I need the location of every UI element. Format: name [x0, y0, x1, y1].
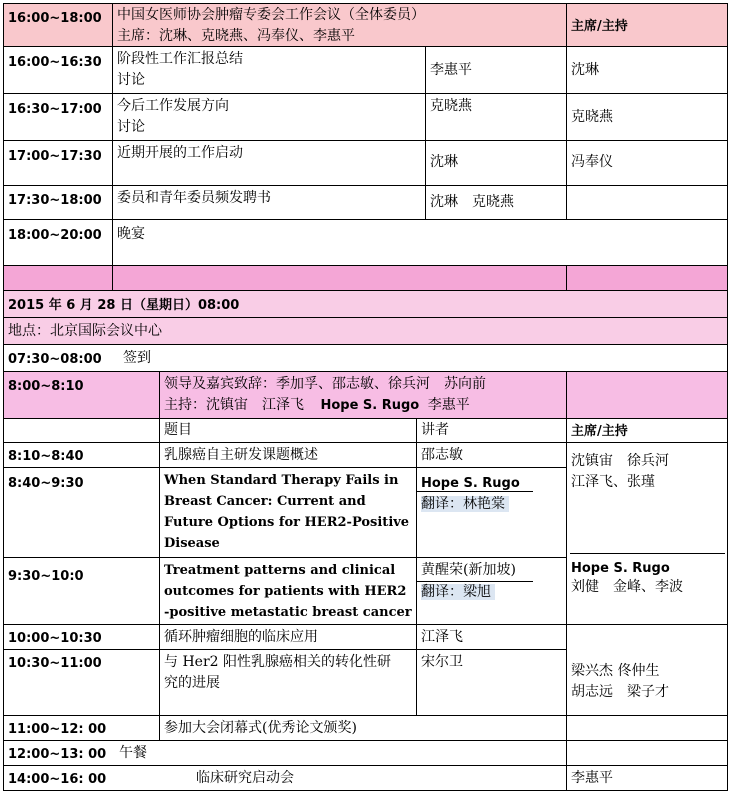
session-chair-line: 江泽飞、张瑾	[571, 474, 655, 490]
row-chair: 沈琳	[571, 62, 599, 78]
table-row-topic	[113, 186, 426, 220]
row-topic-line: 近期开展的工作启动	[117, 145, 243, 161]
row-topic-line: 讨论	[117, 119, 145, 135]
table-row-time	[4, 220, 113, 266]
row-speaker: 克晓燕	[430, 98, 472, 114]
talk-time: 9:30~10:0	[8, 569, 84, 584]
talk-topic-line: 究的进展	[164, 675, 220, 691]
session-chair-cell	[567, 443, 728, 625]
talk-topic-line: When Standard Therapy Fails in	[164, 473, 399, 488]
row-chair	[567, 186, 727, 192]
opening-speakers: 领导及嘉宾致辞：季加孚、邵志敏、徐兵河 苏向前	[164, 376, 486, 392]
talk-speaker: 宋尔卫	[421, 654, 463, 670]
lunch-time: 12:00~13: 00	[8, 747, 107, 762]
spacer-cell	[113, 266, 567, 291]
table-row-speaker	[417, 650, 567, 716]
day2-venue-row	[4, 318, 728, 345]
row-time: 16:00~16:30	[8, 55, 102, 70]
row-chair: 克晓燕	[571, 109, 613, 125]
table-row-time	[4, 141, 113, 186]
spacer-cell	[567, 266, 728, 291]
last-chair-cell	[567, 766, 728, 791]
opening-hosts-suffix: 李惠平	[427, 397, 470, 413]
table-row-speaker	[426, 47, 567, 94]
row-chair: 冯奉仪	[571, 154, 613, 170]
row-speaker: 李惠平	[430, 62, 472, 78]
header-title: 中国女医师协会肿瘤专委会工作会议（全体委员）	[117, 7, 425, 23]
row-topic-line: 今后工作发展方向	[117, 98, 229, 114]
talk-time: 10:30~11:00	[8, 656, 102, 671]
closing-time-cell	[4, 716, 160, 741]
day2-date-row	[4, 291, 728, 318]
session-divider	[570, 553, 725, 554]
table-row-speaker	[417, 468, 567, 558]
table-row-speaker	[426, 141, 567, 186]
talk-topic-line: Disease	[164, 536, 220, 551]
session-chair-line: 沈镇宙 徐兵河	[571, 453, 669, 469]
talk-topic-line: -positive metastatic breast cancer	[164, 605, 412, 620]
table-row-time	[4, 443, 160, 468]
table-row-topic	[113, 47, 426, 94]
talk-speaker: Hope S. Rugo	[421, 476, 520, 491]
last-chair: 李惠平	[571, 770, 613, 786]
col-header-time	[4, 419, 160, 443]
table-row-chair	[567, 141, 728, 186]
table-row-topic	[160, 558, 417, 625]
talk-topic-line: Treatment patterns and clinical	[164, 563, 396, 578]
table-row-speaker	[417, 558, 567, 625]
checkin-label: 签到	[123, 350, 151, 366]
col-header-chair: 主席/主持	[571, 424, 628, 439]
header-time: 16:00~18:00	[8, 11, 102, 26]
row-time: 16:30~17:00	[8, 102, 102, 117]
table-row-topic	[160, 625, 417, 650]
talk-translator: 翻译：林艳棠	[421, 496, 509, 512]
talk-speaker: 江泽飞	[421, 629, 463, 645]
opening-hosts-prefix: 主持：沈镇宙 江泽飞	[164, 397, 304, 413]
lunch-label: 午餐	[119, 745, 147, 761]
row-speaker: 沈琳	[430, 154, 458, 170]
talk-topic: 乳腺癌自主研发课题概述	[164, 447, 318, 463]
col-header-topic: 题目	[164, 422, 192, 438]
lunch-row	[4, 741, 567, 766]
header-time-cell	[4, 4, 113, 47]
closing-label: 参加大会闭幕式(优秀论文颁奖)	[164, 720, 357, 736]
table-row-speaker	[426, 186, 567, 220]
row-topic-line: 委员和青年委员频发聘书	[117, 190, 271, 206]
table-row-topic	[160, 650, 417, 716]
opening-time-cell	[4, 372, 160, 419]
talk-topic-line: outcomes for patients with HER2	[164, 584, 407, 599]
table-row-time	[4, 47, 113, 94]
table-row-time	[4, 650, 160, 716]
row-topic-line: 阶段性工作汇报总结	[117, 51, 243, 67]
last-label: 临床研究启动会	[196, 770, 294, 786]
table-row-topic	[160, 468, 417, 558]
checkin-row	[4, 345, 728, 372]
last-row	[4, 766, 567, 791]
session-chair-line: 梁兴杰 佟仲生	[571, 663, 660, 679]
talk-topic: 循环肿瘤细胞的临床应用	[164, 629, 318, 645]
table-row-topic	[113, 94, 426, 141]
table-row-topic	[160, 443, 417, 468]
table-row-speaker	[426, 94, 567, 141]
day2-date: 2015 年 6 月 28 日（星期日）08:00	[8, 298, 240, 313]
row-time: 18:00~20:00	[8, 228, 102, 243]
talk-topic-line: 与 Her2 阳性乳腺癌相关的转化性研	[164, 654, 391, 670]
closing-chair-cell	[567, 716, 728, 741]
table-row-chair	[567, 47, 728, 94]
talk-speaker: 黄醒荣(新加坡)	[421, 562, 516, 578]
table-row-time	[4, 558, 160, 625]
session-chair-line: 胡志远 梁子才	[571, 684, 669, 700]
opening-hosts-rugo: Hope S. Rugo	[320, 398, 420, 413]
header-title-cell	[113, 4, 567, 47]
table-row-speaker	[417, 443, 567, 468]
opening-content-cell	[160, 372, 567, 419]
checkin-time: 07:30~08:00	[8, 352, 102, 367]
table-row-chair	[567, 94, 728, 141]
header-chairs: 主席：沈琳、克晓燕、冯奉仪、李惠平	[117, 28, 355, 44]
row-topic-line: 晚宴	[117, 226, 145, 242]
table-row-chair	[567, 186, 728, 220]
session-chair-cell	[567, 625, 728, 716]
talk-topic-line: Future Options for HER2-Positive	[164, 515, 410, 530]
table-row-time	[4, 625, 160, 650]
talk-translator: 翻译：梁旭	[421, 584, 495, 600]
talk-time: 10:00~10:30	[8, 631, 102, 646]
talk-time: 8:40~9:30	[8, 476, 84, 491]
day2-venue: 地点：北京国际会议中心	[8, 323, 162, 339]
opening-hosts	[160, 395, 566, 416]
col-header-speaker: 讲者	[421, 422, 449, 438]
lunch-chair-cell	[567, 741, 728, 766]
row-topic-line: 讨论	[117, 72, 145, 88]
speaker-divider	[417, 491, 533, 492]
closing-label-cell	[160, 716, 567, 741]
row-time: 17:00~17:30	[8, 149, 102, 164]
table-row-time	[4, 186, 113, 220]
talk-time: 8:10~8:40	[8, 449, 84, 464]
talk-speaker: 邵志敏	[421, 447, 463, 463]
row-time: 17:30~18:00	[8, 193, 102, 208]
opening-chair-cell	[567, 372, 728, 419]
table-row-time	[4, 468, 160, 558]
col-header-topic-cell	[160, 419, 417, 443]
row-speaker: 沈琳 克晓燕	[430, 194, 514, 210]
header-role-label: 主席/主持	[571, 19, 628, 34]
table-row-speaker	[417, 625, 567, 650]
session-chair-line: 刘健 金峰、李波	[571, 579, 683, 595]
session-chair-rugo: Hope S. Rugo	[571, 561, 670, 576]
last-time: 14:00~16: 00	[8, 772, 107, 787]
col-header-speaker-cell	[417, 419, 567, 443]
header-role-cell	[567, 4, 728, 47]
table-row-topic	[113, 220, 728, 266]
col-header-chair-cell	[567, 419, 728, 443]
table-row-topic	[113, 141, 426, 186]
opening-time: 8:00~8:10	[8, 379, 84, 394]
spacer-cell	[4, 266, 113, 291]
closing-time: 11:00~12: 00	[8, 722, 107, 737]
talk-topic-line: Breast Cancer: Current and	[164, 494, 366, 509]
table-row-time	[4, 94, 113, 141]
